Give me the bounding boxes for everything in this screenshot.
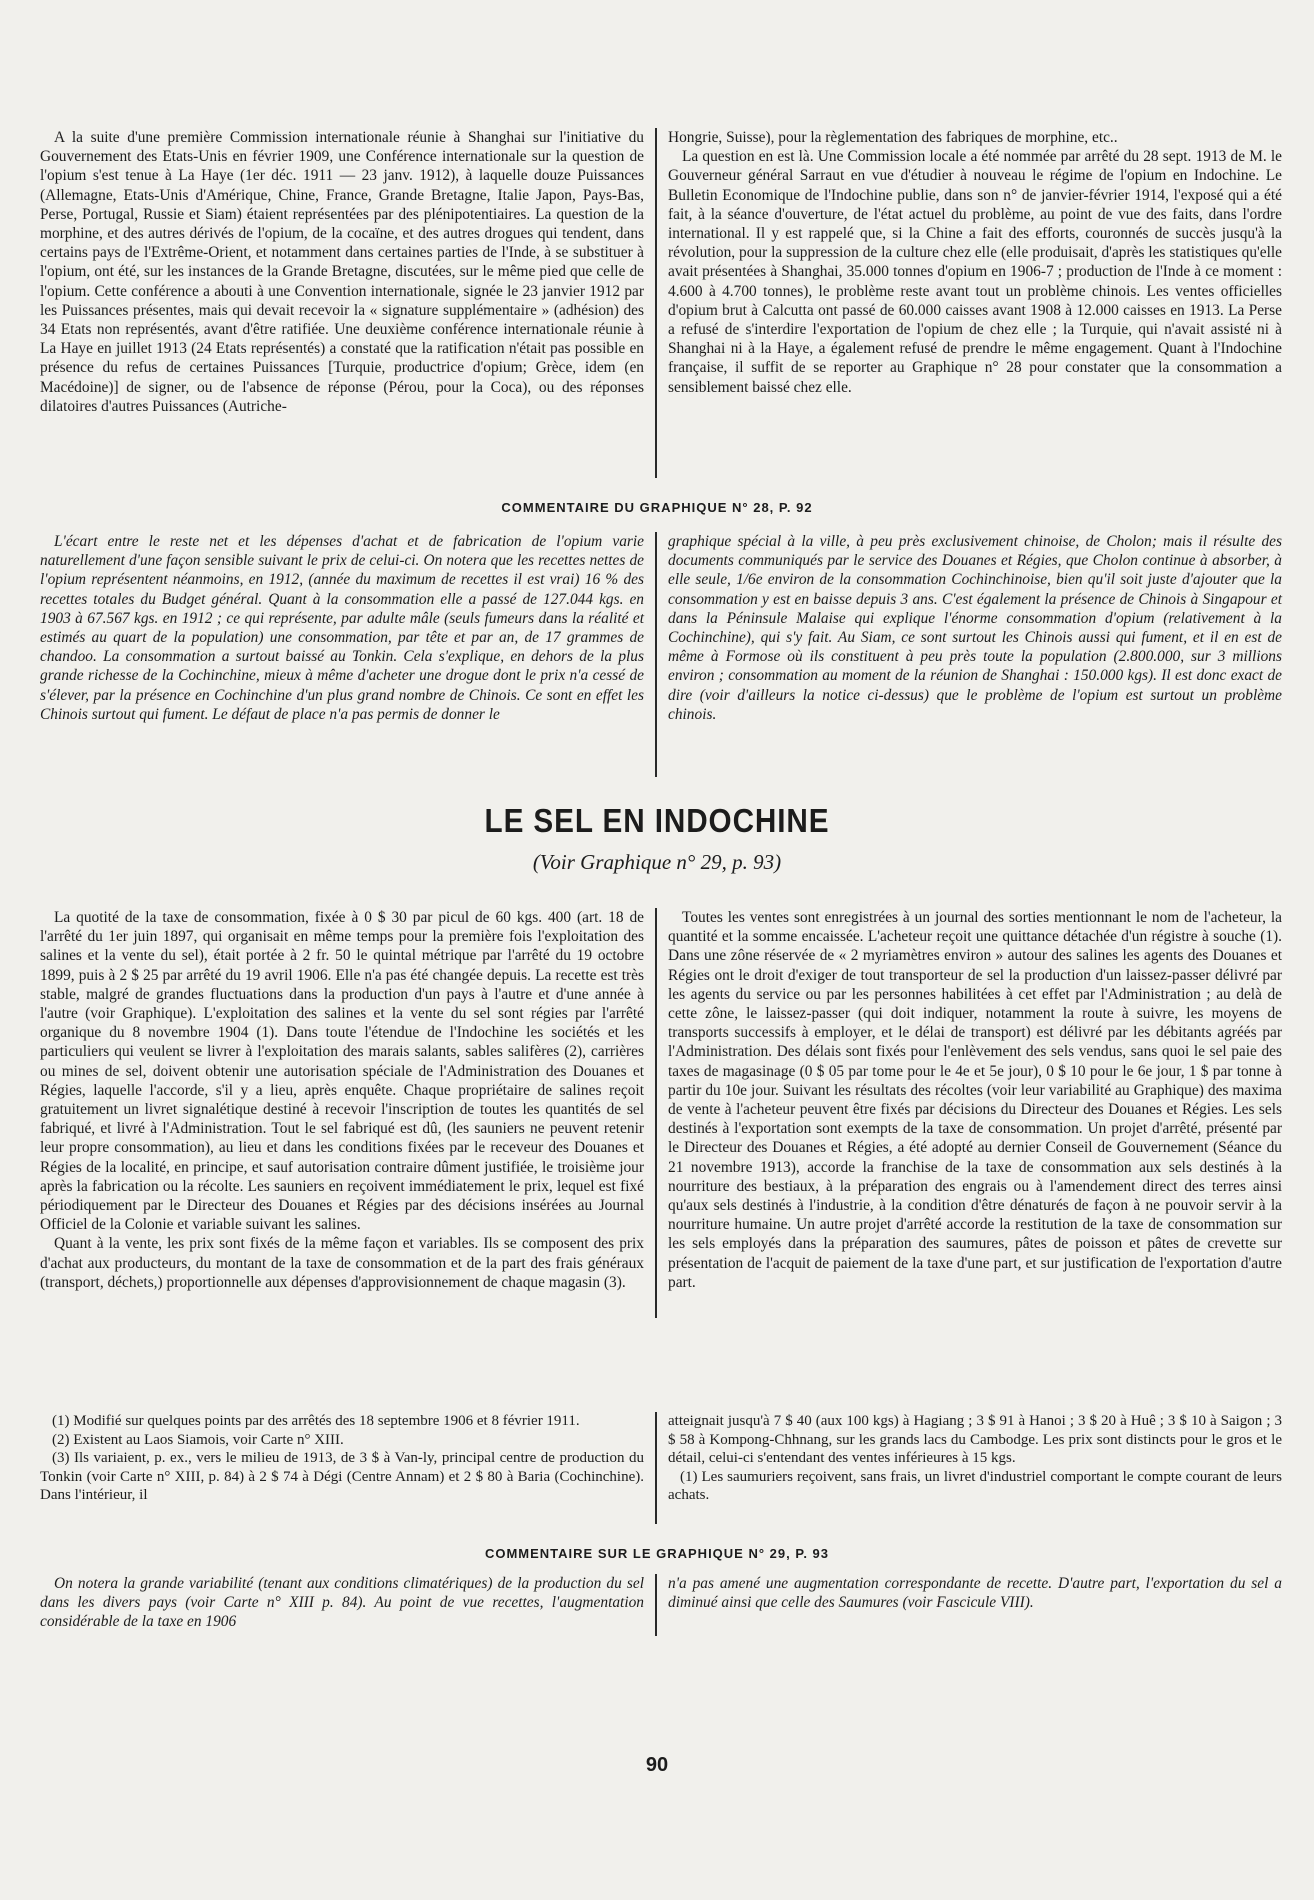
commentary-28-right-text: graphique spécial à la ville, à peu près exclusivement chinoise, de Cholon; mais il résulte des documents communiqués par le service des Douanes et Régies, que Cholon continue à absorber, à elle seule, 1/6e environ de la consommation Cochinchinoise, bien qu'il soit juste d'ajouter que la consommation y est en baisse depuis 3 ans. C'est également la présence de Chinois à Singapour et dans la Péninsule Malaise qui explique l'énorme consommation d'opium (relativement à la Cochinchine), qui s'y fait. Au Siam, ce sont surtout les Chinois aussi qui fument, et il en est de même à Formose où ils constituent à peu près toute la population (2.800.000, sur 3 millions environ ; consommation au moment de la réunion de Shanghai : 150.000 kgs). Il est donc exact de dire (voir d'ailleurs la notice ci-dessus) que le problème de l'opium est surtout un problème chinois. bbox=[668, 533, 1282, 723]
commentary-29-left bbox=[40, 1574, 644, 1632]
section-subtitle: (Voir Graphique n° 29, p. 93) bbox=[532, 850, 782, 874]
opium-left-column bbox=[40, 128, 644, 416]
footnotes-left bbox=[40, 1412, 644, 1505]
commentary-28-heading: COMMENTAIRE DU GRAPHIQUE N° 28, P. 92 bbox=[501, 500, 813, 515]
footnote-3-continued: atteignait jusqu'à 7 $ 40 (aux 100 kgs) à Hagiang ; 3 $ 91 à Hanoi ; 3 $ 20 à Huê ; 3 $ 10 à Saigon ; 3 $ 58 à Kompong-Chhnang, sur les grands lacs du Cambodge. Les prix sont distincts pour le gros et le détail, celui-ci s'entendant des ventes inférieures à 15 kgs. bbox=[668, 1413, 1282, 1466]
salt-right-column bbox=[668, 908, 1282, 1292]
commentary-29-right-text: n'a pas amené une augmentation correspondante de recette. D'autre part, l'exportation du sel a diminué ainsi que celle des Saumures (voir Fascicule VIII). bbox=[668, 1575, 1282, 1612]
commentary-29-left-text: On notera la grande variabilité (tenant aux conditions climatériques) de la production du sel dans les divers pays (voir Carte n° XIII p. 84). Au point de vue recettes, l'augmentation considérable de la taxe en 1906 bbox=[40, 1575, 644, 1631]
column-divider bbox=[655, 532, 657, 777]
section-title: LE SEL EN INDOCHINE bbox=[484, 802, 830, 839]
salt-left-paragraph-1: La quotité de la taxe de consommation, fixée à 0 $ 30 par picul de 60 kgs. 400 (art. 18 de l'arrêté du 1er juin 1897, qui organisait en même temps pour la première fois l'exploitation des salines et la vente du sel), était portée à 2 fr. 50 le quintal métrique par l'arrêté du 19 octobre 1899, puis à 2 $ 25 par arrêté du 19 avril 1906. Elle n'a pas été changée depuis. La recette est très stable, malgré de grandes fluctuations dans la production d'un pays à l'autre et d'une année à l'autre (voir Graphique). L'exploitation des salines et la vente du sel sont régies par l'arrêté organique du 8 novembre 1904 (1). Dans toute l'étendue de l'Indochine les sociétés et les particuliers qui veulent se livrer à l'exploitation des marais salants, sables salifères (2), carrières ou mines de sel, doivent obtenir une autorisation spéciale de l'Administration des Douanes et Régies, laquelle l'accorde, s'il y a lieu, après enquête. Chaque propriétaire de salines reçoit gratuitement un livret signalétique destiné à recevoir l'inscription de toutes les quantités de sel fabriqué, et livré à l'Administration. Tout le sel fabriqué est dû, (les sauniers ne peuvent retenir leur propre consommation), au lieu et dans les conditions fixées par le receveur des Douanes et Régies de la localité, en principe, et sauf autorisation contraire dûment justifiée, le troisième jour après la fabrication ou la récolte. Les sauniers en reçoivent immédiatement le prix, lequel est fixé périodiquement par le Directeur des Douanes et Régies par des décisions insérées au Journal Officiel de la Colonie et variable suivant les salines. bbox=[40, 909, 644, 1234]
column-divider bbox=[655, 128, 657, 478]
footnote-3: (3) Ils variaient, p. ex., vers le milieu de 1913, de 3 $ à Van-ly, principal centre de production du Tonkin (voir Carte n° XIII, p. 84) à 2 $ 74 à Dégi (Centre Annam) et 2 $ 80 à Baria (Cochinchine). Dans l'intérieur, il bbox=[40, 1450, 644, 1503]
commentary-28-left-text: L'écart entre le reste net et les dépenses d'achat et de fabrication de l'opium varie naturellement d'une façon sensible suivant le prix de celui-ci. On notera que les recettes nettes de l'opium représentent néanmoins, en 1912, (année du maximum de recettes il est vrai) 16 % des recettes totales du Budget général. Quant à la consommation elle a passé de 127.044 kgs. en 1903 à 67.567 kgs. en 1912 ; ce qui représente, par adulte mâle (seuls fumeurs dans la réalité et estimés au quart de la population) une consommation, par tête et par an, de 17 grammes de chandoo. La consommation a surtout baissé au Tonkin. Cela s'explique, en dehors de la plus grande richesse de la Cochinchine, mieux à même d'acheter une drogue dont le prix n'a cessé de s'élever, par la présence en Cochinchine d'un plus grand nombre de Chinois. Ce sont en effet les Chinois surtout qui fument. Le défaut de place n'a pas permis de donner le bbox=[40, 533, 644, 723]
commentary-28-left bbox=[40, 532, 644, 724]
column-divider bbox=[655, 908, 657, 1318]
salt-left-column bbox=[40, 908, 644, 1292]
footnotes-right bbox=[668, 1412, 1282, 1505]
commentary-29-right bbox=[668, 1574, 1282, 1612]
commentary-28-right bbox=[668, 532, 1282, 724]
footnote-2: (2) Existent au Laos Siamois, voir Carte n° XIII. bbox=[52, 1431, 344, 1448]
salt-right-paragraph-1: Toutes les ventes sont enregistrées à un journal des sorties mentionnant le nom de l'acheteur, la quantité et la somme encaissée. L'acheteur reçoit une quittance détachée d'un régistre à souche (1). Dans une zône réservée de « 2 myriamètres environ » autour des salines les agents des Douanes et Régies ont le droit d'exiger de tout transporteur de sel la production d'un laissez-passer délivré par les agents du service ou par les personnes habilitées à cet effet par l'Administration ; au delà de cette zône, le laissez-passer (qui doit indiquer, notamment la route à suivre, les moyens de transports successifs à employer, et le délai de transport) est délivré par les débitants agréés par l'Administration. Des délais sont fixés pour l'enlèvement des sels vendus, sans quoi le sel paie des taxes de magasinage (0 $ 05 par tome pour le 4e et 5e jour), 0 $ 10 pour le 6e jour, 1 $ par tonne à partir du 10e jour. Suivant les résultats des récoltes (voir leur variabilité au Graphique) des maxima de vente à l'acheteur peuvent être fixés par décisions du Directeur des Douanes et Régies. Les sels destinés à l'exportation sont exempts de la taxe de consommation. Un projet d'arrêté, présenté par le Directeur des Douanes et Régies, a été adopté au dernier Conseil de Gouvernement (Séance du 21 novembre 1913), accorde la franchise de la taxe de consommation aux sels destinés à la nourriture des bestiaux, à la préparation des engrais ou à l'amendement direct des terres ainsi qu'aux sels destinés à l'industrie, à la condition d'être dénaturés de façon à ne pouvoir servir à la nourriture humaine. Un autre projet d'arrêté accorde la restitution de la taxe de consommation sur les sels employés dans la préparation des saumures, pâtes de poisson et pâtes de crevette sur présentation de l'acquit de paiement de la taxe d'une part, et sur justification de l'exportation d'autre part. bbox=[668, 909, 1282, 1291]
column-divider bbox=[655, 1574, 657, 1636]
column-divider bbox=[655, 1412, 657, 1524]
opium-right-paragraph-2: La question en est là. Une Commission locale a été nommée par arrêté du 28 sept. 1913 de M. le Gouverneur général Sarraut en vue d'étudier à nouveau le régime de l'opium en Indochine. Le Bulletin Economique de l'Indochine publie, dans son n° de janvier-février 1914, l'exposé qui a été fait, à la séance d'ouverture, de l'état actuel du problème, au point de vue des faits, dans l'ordre international. Il y est rappelé que, si la Chine a fait des efforts, couronnés de succès jusqu'à la révolution, pour la suppression de la culture chez elle (elle produisait, d'après les statistiques qu'elle avait présentées à Shanghai, 35.000 tonnes d'opium en 1906-7 ; production de l'Inde à ce moment : 4.600 à 4.700 tonnes), le problème reste avant tout un problème chinois. Les ventes officielles d'opium brut à Calcutta ont passé de 60.000 caisses avant 1908 à 12.000 caisses en 1913. La Perse a refusé de s'interdire l'exportation de l'opium de chez elle ; la Turquie, qui n'avait assisté ni à Shanghai ni à la Haye, a également refusé de prendre le même engagement. Quant à l'Indochine française, il suffit de se reporter au Graphique n° 28 pour constater que la consommation a sensiblement baissé chez elle. bbox=[668, 148, 1282, 396]
opium-left-paragraph: A la suite d'une première Commission internationale réunie à Shanghai sur l'initiative du Gouvernement des Etats-Unis en février 1909, une Conférence internationale sur la question de l'opium s'est tenue à La Haye (1er déc. 1911 — 23 janv. 1912), à laquelle douze Puissances (Allemagne, Etats-Unis d'Amérique, Chine, France, Grande Bretagne, Italie Japon, Pays-Bas, Perse, Portugal, Russie et Siam) étaient représentées par des plénipotentiaires. La question de la morphine, et des autres dérivés de l'opium, de la cocaïne, et des autres drogues qui tendent, dans certains pays de l'Extrême-Orient, et notamment dans certaines parties de l'Inde, à se substituer à l'opium, ont été, sur les instances de la Grande Bretagne, discutées, sur le même pied que celle de l'opium. Cette conférence a abouti à une Convention internationale, signée le 23 janvier 1912 par les Puissances présentes, mais qui devait recevoir la « signature supplémentaire » (adhésion) des 34 Etats non représentés, avant d'être ratifiée. Une deuxième conférence internationale réunie à La Haye en juillet 1913 (24 Etats représentés) a constaté que la ratification n'était pas possible en présence du refus de certaines Puissances [Turquie, productrice d'opium; Grèce, idem (en Macédoine)] de signer, ou de l'absence de réponse (Pérou, pour la Coca), ou des réponses dilatoires d'autres Puissances (Autriche- bbox=[40, 129, 644, 415]
commentary-29-heading: COMMENTAIRE SUR LE GRAPHIQUE N° 29, P. 93 bbox=[484, 1546, 830, 1561]
opium-right-paragraph-1: Hongrie, Suisse), pour la règlementation des fabriques de morphine, etc.. bbox=[668, 129, 1118, 146]
salt-left-paragraph-2: Quant à la vente, les prix sont fixés de la même façon et variables. Ils se composent des prix d'achat aux producteurs, du montant de la taxe de consommation et de la part des frais généraux (transport, déchets,) proportionnelle aux dépenses d'approvisionnement de chaque magasin (3). bbox=[40, 1235, 644, 1291]
footnote-1: (1) Modifié sur quelques points par des arrêtés des 18 septembre 1906 et 8 février 1911. bbox=[52, 1413, 580, 1429]
page-number: 90 bbox=[645, 1754, 669, 1776]
opium-right-column bbox=[668, 128, 1282, 397]
footnote-right-1: (1) Les saumuriers reçoivent, sans frais, un livret d'industriel comportant le compte courant de leurs achats. bbox=[668, 1468, 1282, 1503]
